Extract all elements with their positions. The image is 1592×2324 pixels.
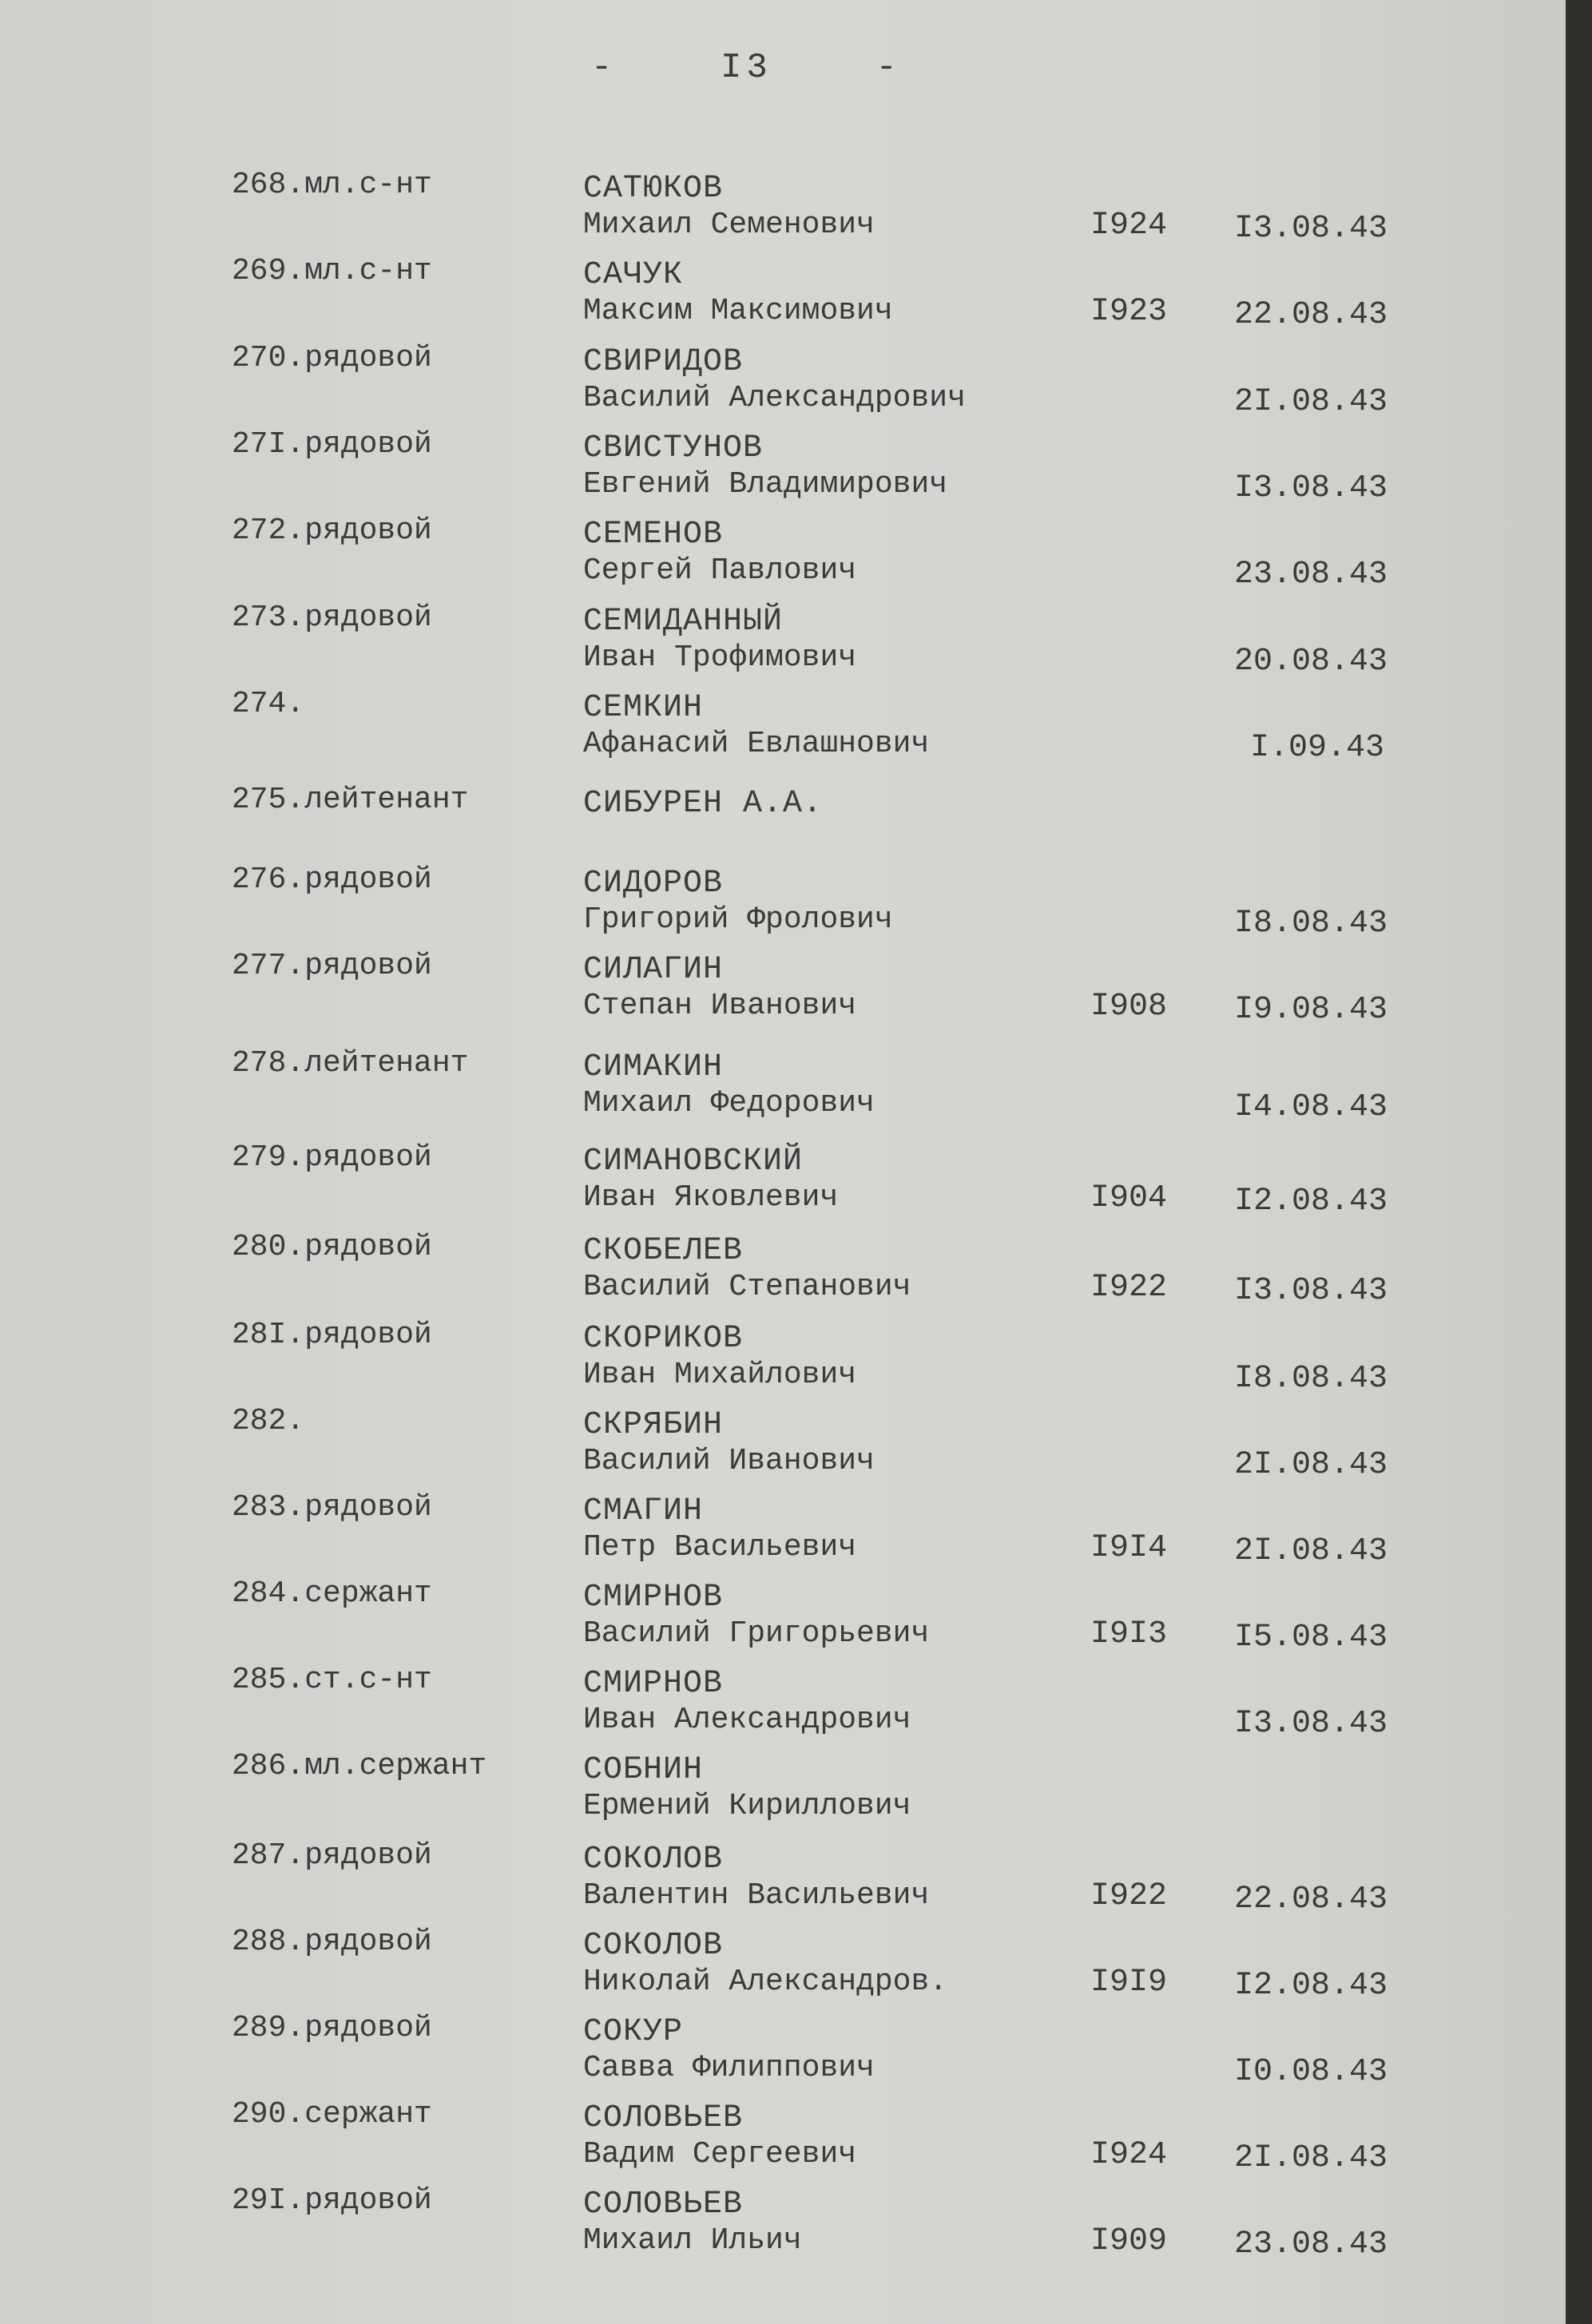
- entry-given-names: Максим Максимович: [583, 294, 893, 328]
- entry-birth-year: I9I9: [1090, 1965, 1168, 2001]
- entry-surname: СИЛАГИН: [583, 952, 724, 988]
- entry-surname: СОЛОВЬЕВ: [583, 2187, 744, 2223]
- entry-number-rank: 273.рядовой: [232, 601, 432, 635]
- entry-birth-year: I9I4: [1090, 1530, 1168, 1566]
- list-item: [0, 949, 1566, 1035]
- entry-birth-year: I904: [1090, 1180, 1168, 1216]
- entry-surname: СОКОЛОВ: [583, 1842, 724, 1878]
- entry-number-rank: 289.рядовой: [232, 2011, 432, 2045]
- entry-given-names: Иван Трофимович: [583, 640, 857, 675]
- entry-birth-year: I922: [1090, 1878, 1168, 1914]
- entry-birth-year: I924: [1090, 208, 1168, 244]
- list-item: [0, 1318, 1566, 1404]
- entry-given-names: Степан Иванович: [583, 989, 857, 1023]
- entry-given-names: Евгений Владимирович: [583, 467, 948, 502]
- entry-surname: СИМАКИН: [583, 1049, 724, 1085]
- list-item: [0, 783, 1566, 869]
- entry-birth-year: I909: [1090, 2223, 1168, 2259]
- entry-given-names: Иван Михайлович: [583, 1358, 857, 1392]
- entry-surname: СЕМКИН: [583, 690, 704, 726]
- entry-date: I4.08.43: [1234, 1089, 1388, 1125]
- entry-number-rank: 269.мл.с-нт: [232, 254, 432, 288]
- entry-surname: СОКОЛОВ: [583, 1928, 724, 1964]
- entry-number-rank: 282.: [232, 1404, 305, 1438]
- entry-date: I8.08.43: [1234, 906, 1388, 942]
- list-item: [0, 427, 1566, 514]
- entry-surname: СИМАНОВСКИЙ: [583, 1144, 804, 1180]
- entry-number-rank: 286.мл.сержант: [232, 1749, 487, 1783]
- entry-date: 2I.08.43: [1234, 1533, 1388, 1569]
- entry-surname: СМИРНОВ: [583, 1580, 724, 1616]
- list-item: [0, 687, 1566, 773]
- entry-surname: СВИСТУНОВ: [583, 430, 764, 466]
- list-item: [0, 1490, 1566, 1576]
- entry-date: I3.08.43: [1234, 1706, 1388, 1742]
- entry-date: 22.08.43: [1234, 1882, 1388, 1917]
- entry-date: I3.08.43: [1234, 211, 1388, 247]
- entry-date: I8.08.43: [1234, 1361, 1388, 1397]
- entry-given-names: Василий Григорьевич: [583, 1616, 930, 1651]
- entry-given-names: Василий Степанович: [583, 1270, 911, 1304]
- entry-birth-year: I924: [1090, 2137, 1168, 2173]
- entry-given-names: Михаил Семенович: [583, 208, 875, 242]
- entry-birth-year: I908: [1090, 989, 1168, 1025]
- list-item: [0, 2183, 1566, 2270]
- entry-surname: СОКУР: [583, 2014, 684, 2050]
- entry-surname: СКРЯБИН: [583, 1407, 724, 1443]
- entry-given-names: Сергей Павлович: [583, 553, 857, 588]
- entry-date: I3.08.43: [1234, 1273, 1388, 1309]
- entry-given-names: Петр Васильевич: [583, 1530, 857, 1565]
- entry-date: I.09.43: [1250, 730, 1385, 766]
- entry-date: I2.08.43: [1234, 1968, 1388, 2004]
- list-item: [0, 254, 1566, 340]
- list-item: [0, 341, 1566, 427]
- entry-surname: СВИРИДОВ: [583, 344, 744, 380]
- entry-date: 23.08.43: [1234, 557, 1388, 593]
- entry-birth-year: I923: [1090, 294, 1168, 330]
- entry-birth-year: I9I3: [1090, 1616, 1168, 1652]
- entry-number-rank: 287.рядовой: [232, 1838, 432, 1873]
- entry-given-names: Василий Иванович: [583, 1444, 875, 1478]
- entry-number-rank: 272.рядовой: [232, 514, 432, 548]
- list-item: [0, 1140, 1566, 1227]
- entry-number-rank: 274.: [232, 687, 305, 721]
- list-item: [0, 1838, 1566, 1925]
- entry-surname: СИДОРОВ: [583, 866, 724, 902]
- entry-date: I2.08.43: [1234, 1184, 1388, 1220]
- entry-number-rank: 268.мл.с-нт: [232, 168, 432, 202]
- list-item: [0, 1925, 1566, 2011]
- entry-date: I5.08.43: [1234, 1620, 1388, 1656]
- entry-date: I3.08.43: [1234, 470, 1388, 506]
- page-number: - I3 -: [591, 48, 902, 88]
- list-item: [0, 2097, 1566, 2183]
- entry-surname: СОЛОВЬЕВ: [583, 2100, 744, 2136]
- entry-number-rank: 285.ст.с-нт: [232, 1663, 432, 1697]
- entry-number-rank: 29I.рядовой: [232, 2183, 432, 2218]
- entry-number-rank: 290.сержант: [232, 2097, 432, 2132]
- list-item: [0, 1663, 1566, 1749]
- entry-given-names: Григорий Фролович: [583, 902, 893, 937]
- list-item: [0, 1046, 1566, 1132]
- list-item: [0, 1404, 1566, 1490]
- entry-number-rank: 278.лейтенант: [232, 1046, 469, 1081]
- list-item: [0, 863, 1566, 949]
- entry-surname: СМАГИН: [583, 1493, 704, 1529]
- entry-surname: СКОБЕЛЕВ: [583, 1233, 744, 1269]
- entry-surname: СЕМИДАННЫЙ: [583, 604, 784, 640]
- entry-date: I9.08.43: [1234, 992, 1388, 1028]
- entry-surname: СЕМЕНОВ: [583, 517, 724, 553]
- entry-given-names: Валентин Васильевич: [583, 1878, 930, 1913]
- entry-given-names: Савва Филиппович: [583, 2051, 875, 2085]
- entry-surname: СИБУРЕН А.А.: [583, 786, 824, 822]
- list-item: [0, 1576, 1566, 1663]
- entry-date: 2I.08.43: [1234, 384, 1388, 420]
- entry-number-rank: 279.рядовой: [232, 1140, 432, 1175]
- entry-surname: САТЮКОВ: [583, 171, 724, 207]
- entry-date: 2I.08.43: [1234, 1447, 1388, 1483]
- entry-number-rank: 284.сержант: [232, 1576, 432, 1611]
- entry-given-names: Иван Александрович: [583, 1703, 911, 1737]
- entry-given-names: Ермений Кириллович: [583, 1789, 911, 1823]
- entry-given-names: Николай Александров.: [583, 1965, 948, 1999]
- entry-date: 2I.08.43: [1234, 2140, 1388, 2176]
- entry-date: 20.08.43: [1234, 644, 1388, 680]
- entry-date: 22.08.43: [1234, 297, 1388, 333]
- entry-surname: СКОРИКОВ: [583, 1321, 744, 1357]
- entry-surname: СМИРНОВ: [583, 1666, 724, 1702]
- entry-number-rank: 277.рядовой: [232, 949, 432, 983]
- entry-given-names: Михаил Федорович: [583, 1086, 875, 1120]
- entry-given-names: Афанасий Евлашнович: [583, 727, 930, 761]
- list-item: [0, 168, 1566, 254]
- entry-number-rank: 288.рядовой: [232, 1925, 432, 1959]
- list-item: [0, 1749, 1566, 1835]
- entry-number-rank: 283.рядовой: [232, 1490, 432, 1525]
- entry-number-rank: 270.рядовой: [232, 341, 432, 375]
- entry-given-names: Михаил Ильич: [583, 2223, 802, 2258]
- entry-date: I0.08.43: [1234, 2054, 1388, 2090]
- entry-number-rank: 276.рядовой: [232, 863, 432, 897]
- list-item: [0, 1230, 1566, 1316]
- entry-number-rank: 275.лейтенант: [232, 783, 469, 817]
- entry-given-names: Василий Александрович: [583, 381, 966, 415]
- entry-given-names: Иван Яковлевич: [583, 1180, 839, 1215]
- entry-date: 23.08.43: [1234, 2227, 1388, 2263]
- list-item: [0, 514, 1566, 600]
- entry-surname: САЧУК: [583, 257, 684, 293]
- list-item: [0, 601, 1566, 687]
- entry-number-rank: 27I.рядовой: [232, 427, 432, 462]
- entry-number-rank: 280.рядовой: [232, 1230, 432, 1264]
- entry-birth-year: I922: [1090, 1270, 1168, 1306]
- entry-number-rank: 28I.рядовой: [232, 1318, 432, 1352]
- entry-surname: СОБНИН: [583, 1752, 704, 1788]
- list-item: [0, 2011, 1566, 2097]
- entry-given-names: Вадим Сергеевич: [583, 2137, 857, 2171]
